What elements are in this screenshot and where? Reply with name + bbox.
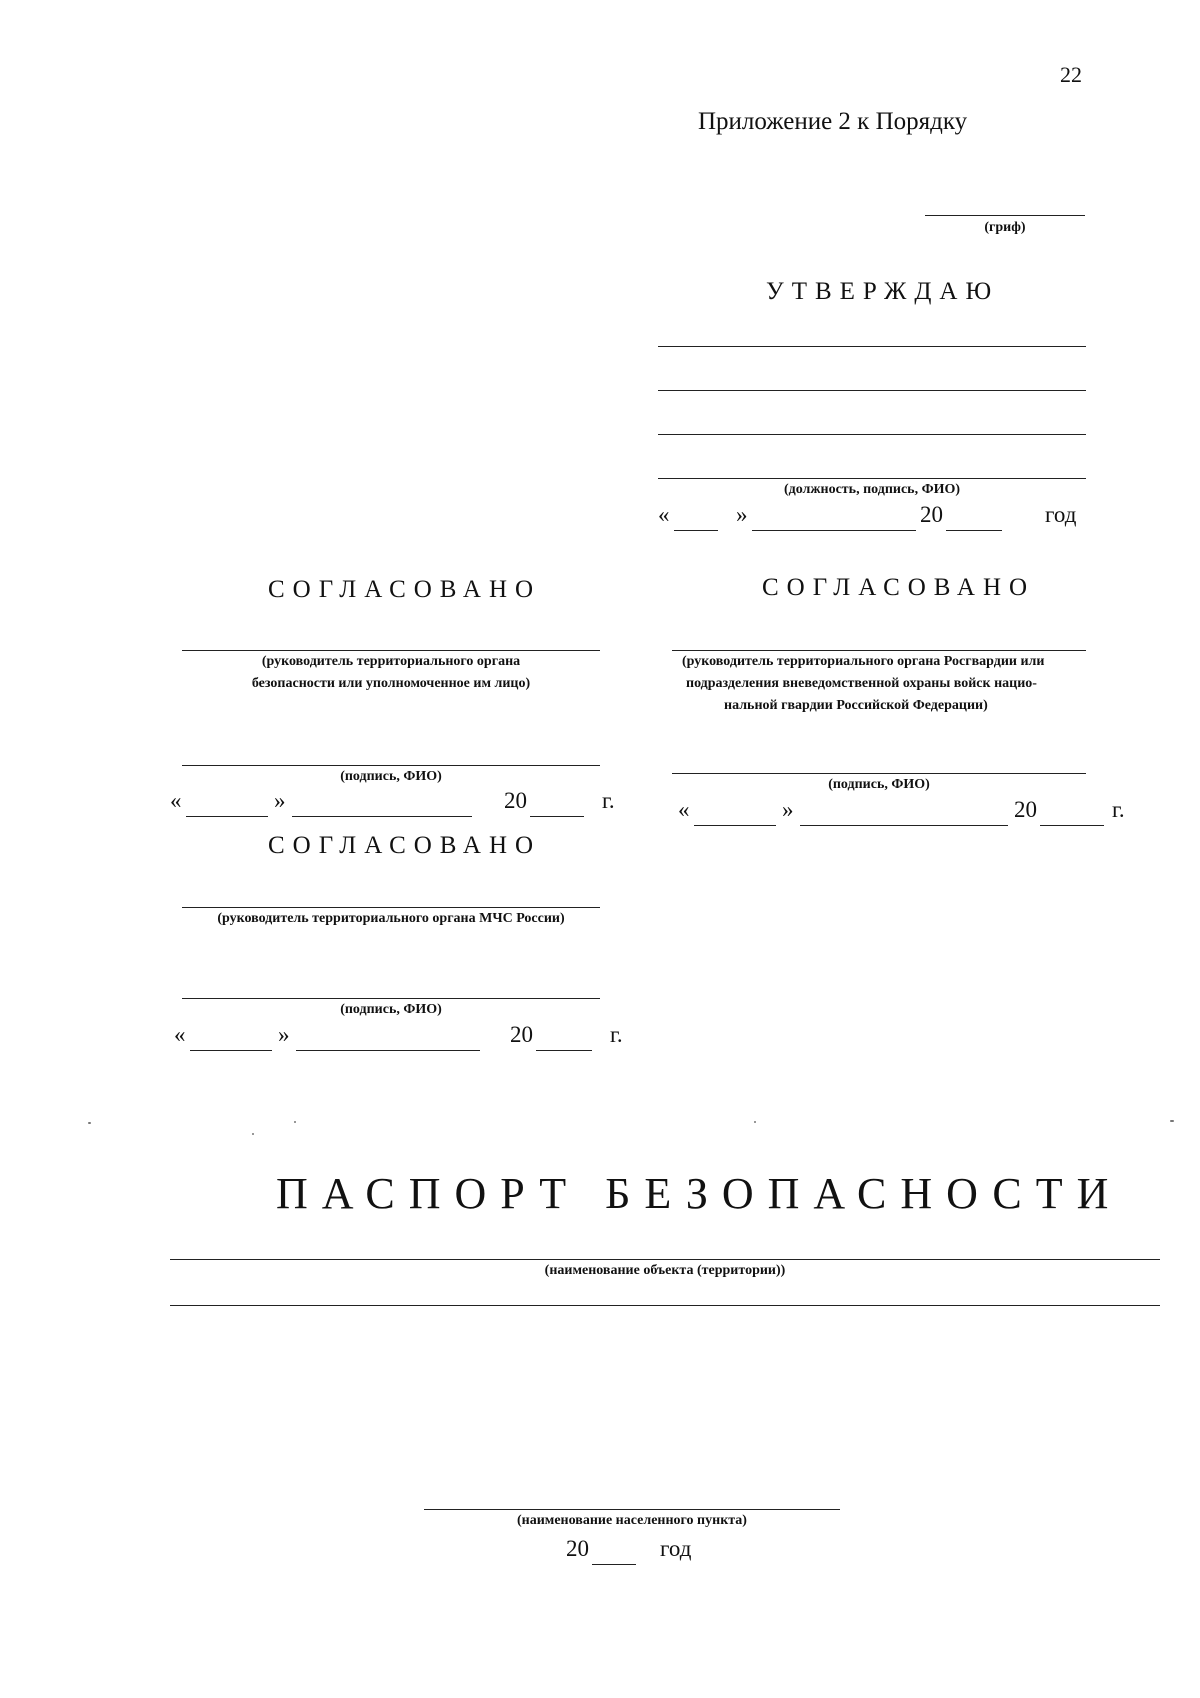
approve-line-1 — [658, 346, 1086, 347]
scan-speck — [88, 1122, 91, 1124]
object-name-line-1 — [170, 1259, 1160, 1260]
approve-caption: (должность, подпись, ФИО) — [783, 482, 961, 497]
agreed-left-1-heading: СОГЛАСОВАНО — [268, 576, 542, 603]
agreed-left-1-org-line — [182, 650, 600, 651]
agreed-left-1-date-year-line — [530, 816, 584, 817]
approve-date-month-line — [752, 530, 916, 531]
agreed-left-2-date-month-line — [296, 1050, 480, 1051]
agreed-left-1-caption-line1: (руководитель территориального органа — [261, 654, 521, 669]
agreed-right-org-line — [672, 650, 1086, 651]
approve-date-close-quote: » — [736, 502, 748, 527]
agreed-right-date-close-quote: » — [782, 797, 794, 822]
agreed-left-1-date — [170, 788, 630, 820]
agreed-left-1-date-day-line — [186, 816, 268, 817]
agreed-right-date-year-suffix: г. — [1112, 797, 1125, 822]
agreed-right-date-year-line — [1040, 825, 1104, 826]
object-name-line-2 — [170, 1305, 1160, 1306]
footer-date-year-suffix: год — [660, 1536, 692, 1561]
agreed-left-1-date-year-prefix: 20 — [504, 788, 527, 813]
agreed-right-signature-caption: (подпись, ФИО) — [828, 777, 930, 792]
grif-line — [925, 215, 1085, 216]
agreed-left-2-date-day-line — [190, 1050, 272, 1051]
agreed-left-2-org-line — [182, 907, 600, 908]
agreed-left-2-date-open-quote: « — [174, 1022, 186, 1047]
approve-heading: УТВЕРЖДАЮ — [766, 278, 1000, 305]
agreed-right-date — [678, 797, 1138, 829]
footer-date — [566, 1536, 726, 1568]
approve-date-year-suffix: год — [1045, 502, 1077, 527]
approve-date-open-quote: « — [658, 502, 670, 527]
grif-caption: (гриф) — [984, 220, 1026, 235]
agreed-right-date-year-prefix: 20 — [1014, 797, 1037, 822]
object-caption: (наименование объекта (территории)) — [544, 1263, 786, 1278]
agreed-left-2-date — [174, 1022, 634, 1054]
locality-caption: (наименование населенного пункта) — [517, 1513, 747, 1528]
agreed-left-2-signature-caption: (подпись, ФИО) — [340, 1002, 442, 1017]
page-number: 22 — [1060, 62, 1082, 87]
approve-line-4 — [658, 478, 1086, 479]
agreed-right-date-open-quote: « — [678, 797, 690, 822]
agreed-left-1-date-month-line — [292, 816, 472, 817]
agreed-left-1-date-year-suffix: г. — [602, 788, 615, 813]
agreed-left-1-signature-line — [182, 765, 600, 766]
agreed-left-2-date-close-quote: » — [278, 1022, 290, 1047]
approve-line-2 — [658, 390, 1086, 391]
agreed-right-caption-line3: нальной гвардии Российской Федерации) — [724, 698, 988, 713]
agreed-left-2-date-year-prefix: 20 — [510, 1022, 533, 1047]
scan-speck — [1170, 1120, 1174, 1122]
agreed-right-date-day-line — [694, 825, 776, 826]
agreed-left-2-heading: СОГЛАСОВАНО — [268, 832, 542, 859]
agreed-left-2-signature-line — [182, 998, 600, 999]
agreed-right-caption-line1: (руководитель территориального органа Росгвардии или — [682, 654, 1045, 669]
footer-date-year-line — [592, 1564, 636, 1565]
approve-line-3 — [658, 434, 1086, 435]
appendix-title: Приложение 2 к Порядку — [698, 108, 968, 135]
scan-speck — [294, 1121, 296, 1123]
agreed-right-signature-line — [672, 773, 1086, 774]
agreed-left-2-caption: (руководитель территориального органа МЧС России) — [217, 911, 565, 926]
agreed-right-caption-line2: подразделения вневедомственной охраны войск нацио- — [686, 676, 1037, 691]
footer-date-year-prefix: 20 — [566, 1536, 589, 1561]
agreed-right-date-month-line — [800, 825, 1008, 826]
agreed-left-1-signature-caption: (подпись, ФИО) — [340, 769, 442, 784]
agreed-left-1-date-close-quote: » — [274, 788, 286, 813]
agreed-left-2-date-year-line — [536, 1050, 592, 1051]
approve-date-year-prefix: 20 — [920, 502, 943, 527]
approve-date — [658, 502, 1088, 534]
approve-date-day-line — [674, 530, 718, 531]
locality-line — [424, 1509, 840, 1510]
agreed-right-heading: СОГЛАСОВАНО — [762, 574, 1036, 601]
scan-speck — [252, 1133, 254, 1135]
agreed-left-1-caption-line2: безопасности или уполномоченное им лицо) — [251, 676, 531, 691]
approve-date-year-line — [946, 530, 1002, 531]
agreed-left-2-date-year-suffix: г. — [610, 1022, 623, 1047]
agreed-left-1-date-open-quote: « — [170, 788, 182, 813]
document-title: ПАСПОРТ БЕЗОПАСНОСТИ — [276, 1169, 1123, 1218]
scan-speck — [754, 1121, 756, 1123]
